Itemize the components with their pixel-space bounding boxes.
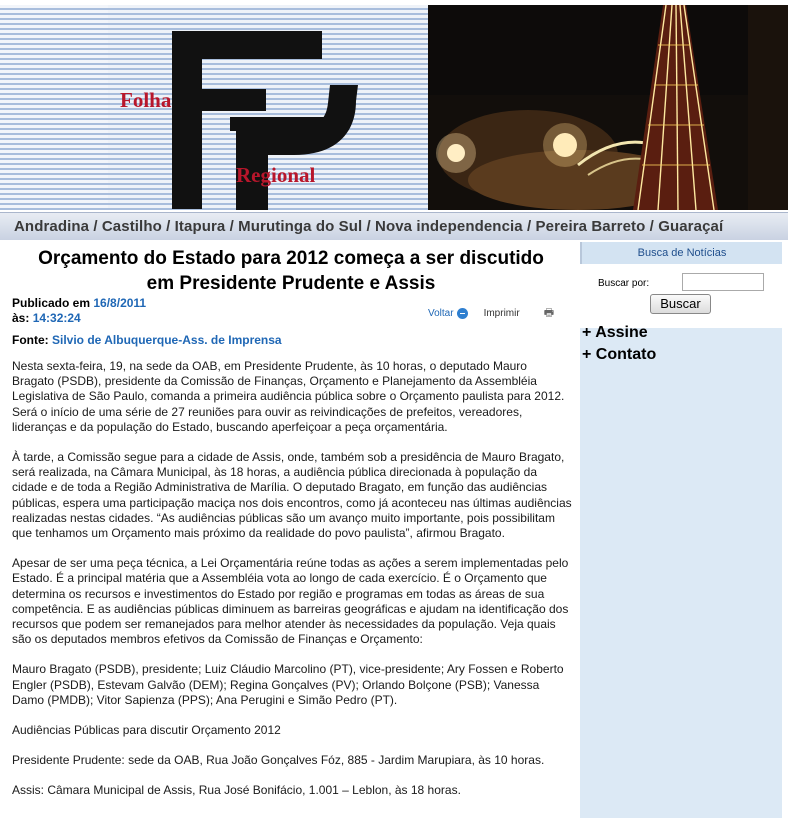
article-source: [12, 333, 282, 347]
print-button[interactable]: [484, 308, 520, 319]
time-label: às:: [12, 311, 30, 325]
sidebar: [580, 242, 782, 818]
published-time: 14:32:24: [32, 311, 81, 325]
contact-link[interactable]: + Contato: [582, 346, 657, 363]
published-label: Publicado em: [12, 296, 91, 310]
paragraph: Audiências Públicas para discutir Orçamento 2012: [12, 723, 281, 738]
paragraph: Nesta sexta-feira, 19, na sede da OAB, em Presidente Prudente, às 10 horas, o deputado Mauro Bragato (PSDB), presidente da Comissão de Finanças, Orçamento e Planejamento da Assembléia Legislativa de São Paulo, comanda a primeira audiência pública sobre o Orçamento paulista para 2012. Será o início de uma série de 27 reuniões para ouvir as reivindicações de prefeitos, vereadores, lideranças e da população do Estado, buscando aperfeiçoar a peça orçamentária.: [12, 359, 565, 434]
banner-stripes-left: [0, 5, 108, 210]
site-banner: [0, 0, 788, 210]
published-date: 16/8/2011: [93, 296, 147, 310]
paragraph: Assis: Câmara Municipal de Assis, Rua José Bonifácio, 1.001 – Leblon, às 18 horas.: [12, 783, 461, 798]
article-actions: [428, 304, 554, 323]
logo-text-folha: Folha: [120, 88, 172, 112]
print-label: Imprimir: [483, 308, 520, 319]
paragraph: Apesar de ser uma peça técnica, a Lei Orçamentária reúne todas as ações a serem implementadas pelo Estado. É a principal matéria que a Assembléia vota ao longo de cada exercício. É o Orçamento que determina os recursos e investimentos do Estado por região e programas em todas as áreas de sua competência. E as audiências públicas diminuem as barreiras geográficas e ajudam na identificação dos recursos que podem ser remanejados para melhor atender às necessidades da população. Veja quais são os deputados membros efetivos da Comissão de Finanças e Orçamento:: [12, 556, 569, 647]
back-button[interactable]: [428, 308, 468, 319]
source-value[interactable]: Silvio de Albuquerque-Ass. de Imprensa: [52, 333, 282, 347]
headline-line-1: Orçamento do Estado para 2012 começa a ser discutido: [38, 248, 544, 269]
city-nav-links[interactable]: Andradina / Castilho / Itapura / Murutinga do Sul / Nova independencia / Pereira Barreto / Guaraçaí: [14, 218, 724, 235]
paragraph: Mauro Bragato (PSDB), presidente; Luiz Cláudio Marcolino (PT), vice-presidente; Ary Fossen e Roberto Engler (PSDB), Estevam Galvão (DEM); Regina Gonçalves (PV); Orlando Bolçone (PSB); Vanessa Damo (PMDB); Vitor Sapienza (PPS); Ana Perugini e Simão Pedro (PT).: [12, 662, 564, 707]
city-nav-bar: [0, 212, 788, 240]
logo-text-regional: Regional: [236, 163, 316, 187]
paragraph: Presidente Prudente: sede da OAB, Rua João Gonçalves Fóz, 885 - Jardim Marupiara, às 10 horas.: [12, 753, 545, 768]
news-search-title: Busca de Notícias: [580, 242, 782, 264]
search-input[interactable]: [682, 273, 764, 291]
paragraph: À tarde, a Comissão segue para a cidade de Assis, onde, também sob a presidência de Mauro Bragato, será realizada, na Câmara Municipal, às 18 horas, a audiência pública direcionada à população da cidade e de toda a Região Administrativa de Marília. O deputado Bragato, em função das audiências públicas, espera uma participação maciça nos dois encontros, como já aconteceu nas últimas audiências realizadas nestas cidades. “As audiências públicas são um avanço muito importante, pois possibilitam que tenhamos um Orçamento mais próximo da realidade do povo paulista”, afirmou Bragato.: [12, 450, 572, 541]
back-arrow-icon: [457, 308, 468, 319]
printer-icon[interactable]: 🖶: [543, 307, 555, 319]
search-button[interactable]: Buscar: [650, 294, 711, 314]
subscribe-link[interactable]: + Assine: [582, 324, 648, 341]
article-body: [12, 359, 572, 814]
search-label: Buscar por:: [598, 278, 650, 289]
back-label: Voltar: [428, 308, 454, 319]
headline-line-2: em Presidente Prudente e Assis: [146, 273, 436, 294]
article-headline: [8, 246, 574, 296]
source-label: Fonte:: [12, 333, 49, 347]
news-search-form: [580, 264, 782, 328]
publication-info: [12, 296, 146, 326]
article: [0, 240, 580, 818]
banner-photo-christmas-tree: [428, 5, 788, 210]
